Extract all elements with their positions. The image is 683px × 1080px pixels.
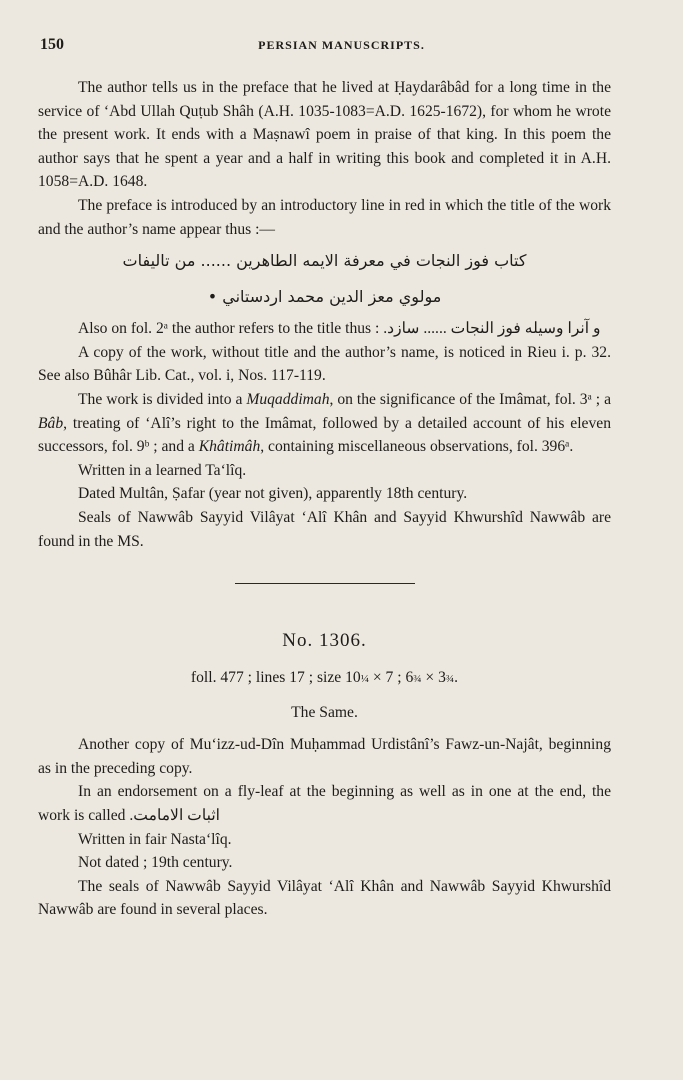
text-run: The work is divided into a — [78, 390, 247, 408]
entry-number: No. 1306. — [282, 630, 367, 652]
paragraph: Written in fair Nasta‘lîq. — [78, 830, 232, 848]
paragraph — [38, 317, 611, 341]
paragraph: Written in a learned Ta‘lîq. — [78, 461, 247, 479]
paragraph — [38, 388, 611, 459]
section-divider — [235, 583, 415, 584]
collation-line — [38, 666, 611, 692]
paragraph-text: In an endorsement on a fly-leaf at the beginning as well as in one at the end, the work is called — [38, 783, 611, 825]
italic-term: Khâtimâh — [198, 438, 261, 456]
paragraph-text: Also on fol. 2ᵃ the author refers to the title thus : — [78, 320, 380, 338]
paragraph: The preface is introduced by an introductory line in red in which the title of the work and the author’s name appear thus :— — [38, 196, 611, 238]
arabic-title-line: كتاب فوز النجات في معرفة الايمه الطاهرين ...... من تاليفات — [122, 251, 527, 271]
paragraph: A copy of the work, without title and the author’s name, is noticed in Rieu i. p. 32. See also Bûhâr Lib. Cat., vol. i, Nos. 117-119. — [38, 343, 611, 385]
fraction: ¾ — [445, 673, 455, 686]
fraction: ¾ — [413, 673, 422, 686]
italic-term: Bâb — [38, 414, 64, 432]
arabic-quote: اثبات الامامت. — [129, 807, 220, 825]
paragraph — [38, 780, 611, 827]
page-header — [40, 36, 643, 56]
text-run: × 3 — [421, 669, 446, 687]
page-body — [38, 76, 611, 922]
paragraph: Seals of Nawwâb Sayyid Vilâyat ‘Alî Khân and Sayyid Khwurshîd Nawwâb are found in the MS. — [38, 508, 611, 550]
fraction: ¼ — [360, 673, 369, 686]
italic-term: Muqaddimah — [246, 390, 330, 408]
entry-title: The Same. — [291, 703, 358, 721]
paragraph: The author tells us in the preface that he lived at Ḥaydarâbâd for a long time in the service of ‘Abd Ullah Quṭub Shâh (A.H. 1035-1083=A.D. 1625-1672), for whom he wrote the present work. It ends with a Maṣnawî poem in praise of that king. In this poem the author says that he spent a year and a half in writing this book and completed it in A.H. 1058=A.D. 1648. — [38, 79, 611, 191]
arabic-quote: و آنرا وسيله فوز النجات ...... سازد. — [383, 320, 601, 338]
arabic-author-line: مولوي معز الدين محمد اردستاني • — [207, 287, 442, 307]
paragraph: Not dated ; 19th century. — [78, 854, 233, 872]
running-head: PERSIAN MANUSCRIPTS. — [258, 38, 425, 52]
paragraph: Dated Multân, Ṣafar (year not given), apparently 18th century. — [78, 485, 468, 503]
text-run: foll. 477 ; lines 17 ; size 10 — [190, 669, 361, 687]
text-run: . — [454, 669, 459, 687]
paragraph: Another copy of Mu‘izz-ud-Dîn Muḥammad Urdistânî’s Fawz-un-Najât, beginning as in the preceding copy. — [38, 736, 611, 777]
text-run: , on the significance of the Imâmat, fol. 3ᵃ ; a — [329, 390, 611, 408]
page-number: 150 — [40, 36, 64, 53]
text-run: × 7 ; 6 — [368, 669, 414, 687]
text-run: , containing miscellaneous observations, fol. 396ᵃ. — [260, 438, 574, 456]
text-run: , treating of ‘Alî’s right to the Imâmat, followed by a detailed account of his eleven successors, fol. 9ᵇ ; and a — [38, 414, 611, 456]
paragraph: The seals of Nawwâb Sayyid Vilâyat ‘Alî Khân and Nawwâb Sayyid Khwurshîd Nawwâb are found in several places. — [38, 877, 611, 919]
